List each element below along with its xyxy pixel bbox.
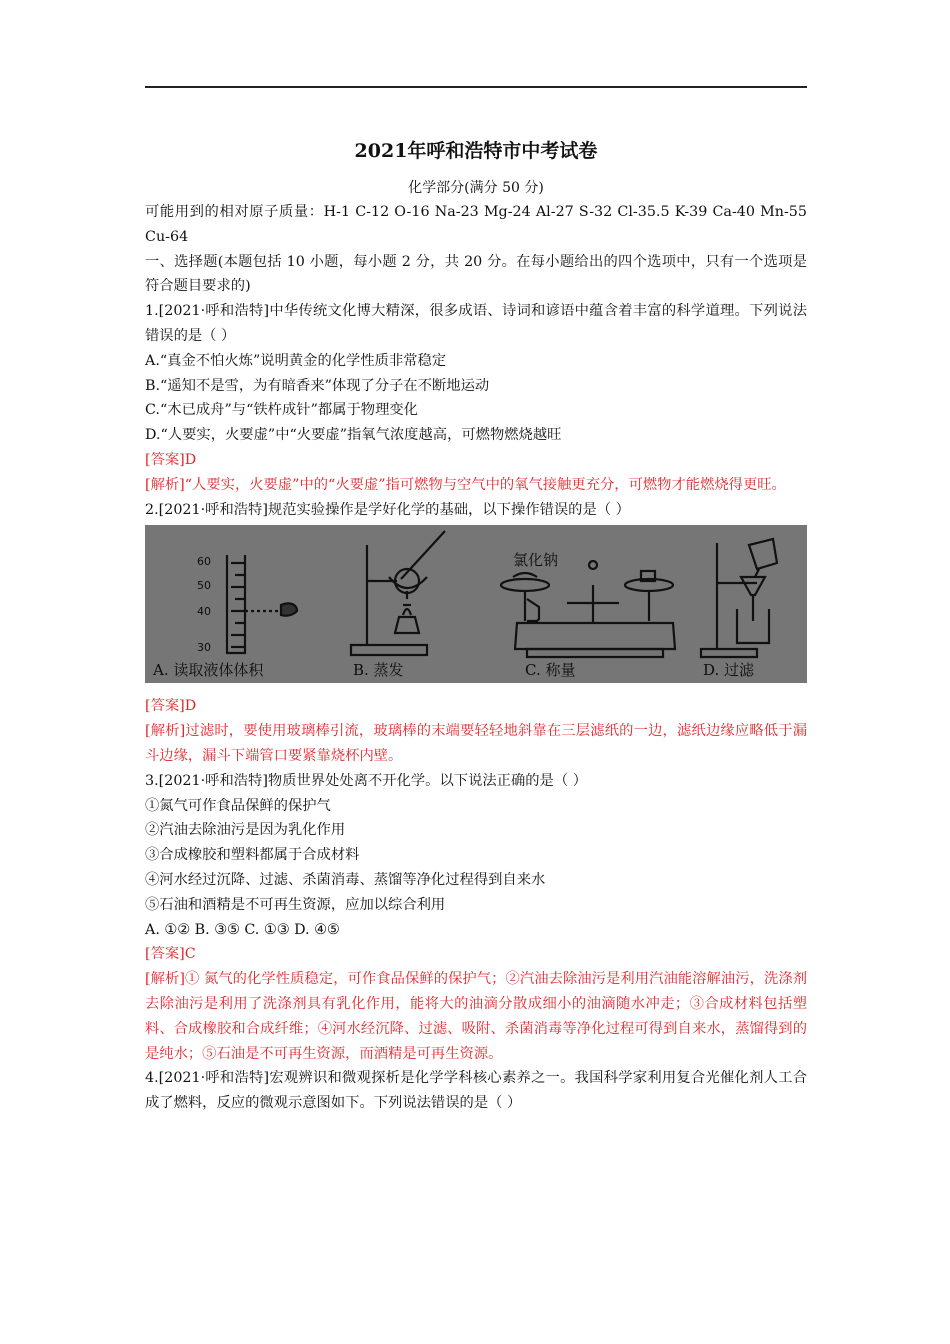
question-1-stem: 1.[2021·呼和浩特]中华传统文化博大精深，很多成语、诗词和谚语中蕴含着丰富的科学道理。下列说法错误的是（ ） bbox=[145, 303, 807, 344]
sodium-chloride-label: 氯化钠 bbox=[513, 551, 559, 570]
question-3-answer: [答案]C bbox=[145, 946, 196, 963]
figure-label-a: A. 读取液体体积 bbox=[153, 661, 264, 680]
cylinder-tick-50: 50 bbox=[197, 579, 211, 593]
question-2-stem: 2.[2021·呼和浩特]规范实验操作是学好化学的基础，以下操作错误的是（ ） bbox=[145, 501, 630, 518]
question-3-item-4: ④河水经过沉降、过滤、杀菌消毒、蒸馏等净化过程得到自来水 bbox=[145, 871, 546, 888]
exam-body bbox=[145, 200, 807, 1116]
question-3-item-3: ③合成橡胶和塑料都属于合成材料 bbox=[145, 847, 360, 864]
figure-label-d: D. 过滤 bbox=[703, 661, 755, 680]
lab-operations-drawing bbox=[145, 525, 807, 683]
question-1-option-b: B.“遥知不是雪，为有暗香来”体现了分子在不断地运动 bbox=[145, 377, 490, 394]
question-1-analysis: [解析]“人要实，火要虚”中的“火要虚”指可燃物与空气中的氧气接触更充分，可燃物才能燃烧得更旺。 bbox=[145, 476, 786, 493]
page-title: 2021年呼和浩特市中考试卷 bbox=[354, 140, 598, 162]
atomic-mass-line: 可能用到的相对原子质量：H-1 C-12 O-16 Na-23 Mg-24 Al-27 S-32 Cl-35.5 K-39 Ca-40 Mn-55 Cu-64 bbox=[145, 204, 807, 245]
page-subtitle: 化学部分(满分 50 分) bbox=[408, 180, 544, 196]
question-3-item-1: ①氮气可作食品保鲜的保护气 bbox=[145, 797, 331, 814]
question-1-option-a: A.“真金不怕火炼”说明黄金的化学性质非常稳定 bbox=[145, 352, 447, 369]
question-3-stem: 3.[2021·呼和浩特]物质世界处处离不开化学。以下说法正确的是（ ） bbox=[145, 772, 587, 789]
cylinder-tick-30: 30 bbox=[197, 641, 211, 655]
figure-label-c: C. 称量 bbox=[525, 661, 576, 680]
question-2-answer: [答案]D bbox=[145, 698, 197, 715]
question-3-analysis: [解析]① 氮气的化学性质稳定，可作食品保鲜的保护气；②汽油去除油污是利用汽油能溶解油污，洗涤剂去除油污是利用了洗涤剂具有乳化作用，能将大的油滴分散成细小的油滴随水冲走；③合成材料包括塑料、合成橡胶和合成纤维；④河水经沉降、过滤、吸附、杀菌消毒等净化过程可得到自来水，蒸馏得到的是纯水；⑤石油是不可再生资源，而酒精是可再生资源。 bbox=[145, 971, 807, 1062]
header-rule bbox=[145, 86, 807, 88]
question-2-analysis: [解析]过滤时，要使用玻璃棒引流，玻璃棒的末端要轻轻地斜靠在三层滤纸的一边，滤纸边缘应略低于漏斗边缘，漏斗下端管口要紧靠烧杯内壁。 bbox=[145, 723, 807, 764]
question-1-answer: [答案]D bbox=[145, 451, 197, 468]
question-3-item-5: ⑤石油和酒精是不可再生资源，应加以综合利用 bbox=[145, 896, 446, 913]
cylinder-tick-40: 40 bbox=[197, 605, 211, 619]
cylinder-tick-60: 60 bbox=[197, 555, 211, 569]
question-3-options: A. ①② B. ③⑤ C. ①③ D. ④⑤ bbox=[145, 921, 340, 938]
question-1-option-d: D.“人要实，火要虚”中“火要虚”指氧气浓度越高，可燃物燃烧越旺 bbox=[145, 427, 562, 444]
section-heading: 一、选择题(本题包括 10 小题，每小题 2 分，共 20 分。在每小题给出的四个选项中，只有一个选项是符合题目要求的) bbox=[145, 253, 807, 295]
figure-label-b: B. 蒸发 bbox=[353, 661, 404, 680]
question-3-item-2: ②汽油去除油污是因为乳化作用 bbox=[145, 822, 346, 839]
question-4-stem: 4.[2021·呼和浩特]宏观辨识和微观探析是化学学科核心素养之一。我国科学家利用复合光催化剂人工合成了燃料，反应的微观示意图如下。下列说法错误的是（ ） bbox=[145, 1070, 807, 1112]
lab-operations-figure bbox=[145, 525, 807, 683]
question-1-option-c: C.“木已成舟”与“铁杵成针”都属于物理变化 bbox=[145, 402, 418, 419]
